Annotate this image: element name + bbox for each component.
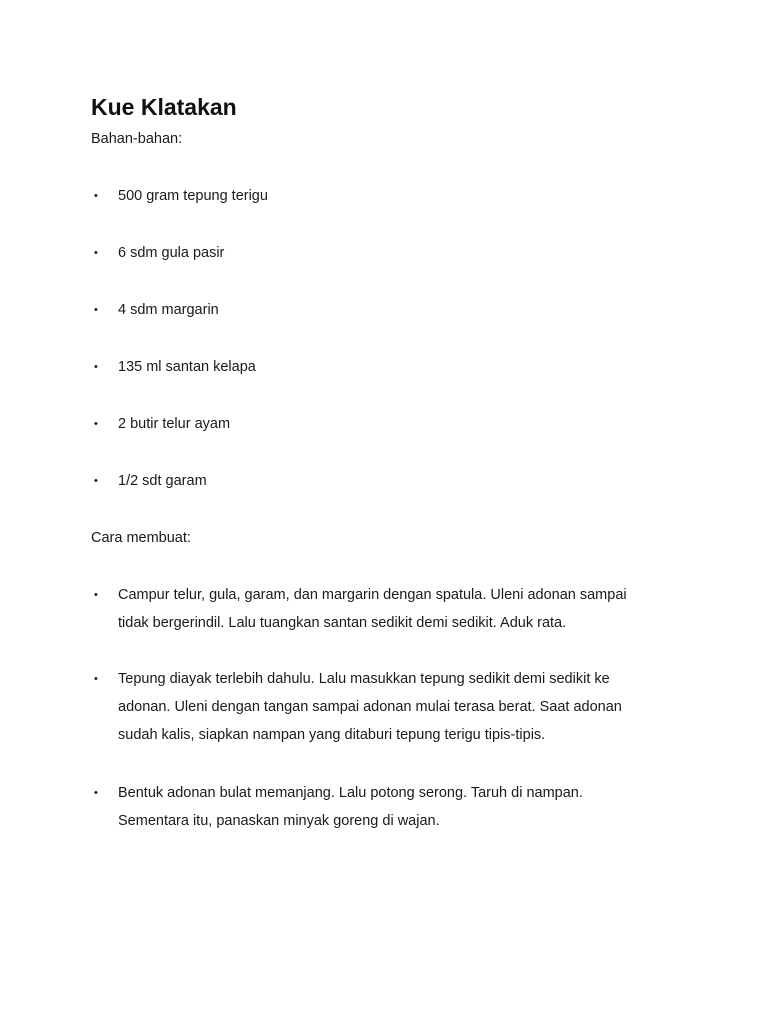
ingredient-text: 135 ml santan kelapa (118, 359, 256, 375)
step-item (94, 779, 654, 835)
ingredient-item (94, 410, 654, 438)
step-item (94, 581, 654, 637)
ingredient-text: 1/2 sdt garam (118, 473, 207, 489)
step-text: Campur telur, gula, garam, dan margarin dengan spatula. Uleni adonan sampai tidak bergerindil. Lalu tuangkan santan sedikit demi sedikit. Aduk rata. (118, 587, 627, 631)
bullet-icon: • (94, 247, 98, 259)
bullet-icon: • (94, 304, 98, 316)
ingredient-text: 500 gram tepung terigu (118, 188, 268, 204)
recipe-title: Kue Klatakan (91, 94, 237, 120)
ingredient-item (94, 296, 654, 324)
step-text: Bentuk adonan bulat memanjang. Lalu potong serong. Taruh di nampan. Sementara itu, panaskan minyak goreng di wajan. (118, 785, 583, 829)
bullet-icon: • (94, 190, 98, 202)
ingredient-item (94, 467, 654, 495)
ingredient-item (94, 353, 654, 381)
bullet-icon: • (94, 673, 98, 685)
steps-label: Cara membuat: (91, 530, 191, 546)
ingredient-item (94, 182, 654, 210)
ingredient-text: 2 butir telur ayam (118, 416, 231, 432)
bullet-icon: • (94, 475, 98, 487)
bullet-icon: • (94, 418, 98, 430)
ingredients-label: Bahan-bahan: (91, 131, 183, 147)
ingredient-text: 6 sdm gula pasir (118, 245, 225, 261)
step-text: Tepung diayak terlebih dahulu. Lalu masukkan tepung sedikit demi sedikit ke adonan. Uleni dengan tangan sampai adonan mulai terasa berat. Saat adonan sudah kalis, siapkan nampan yang ditaburi tepung terigu tipis-tipis. (118, 671, 622, 743)
step-item (94, 665, 654, 749)
bullet-icon: • (94, 787, 98, 799)
bullet-icon: • (94, 361, 98, 373)
ingredient-text: 4 sdm margarin (118, 302, 219, 318)
bullet-icon: • (94, 589, 98, 601)
ingredient-item (94, 239, 654, 267)
